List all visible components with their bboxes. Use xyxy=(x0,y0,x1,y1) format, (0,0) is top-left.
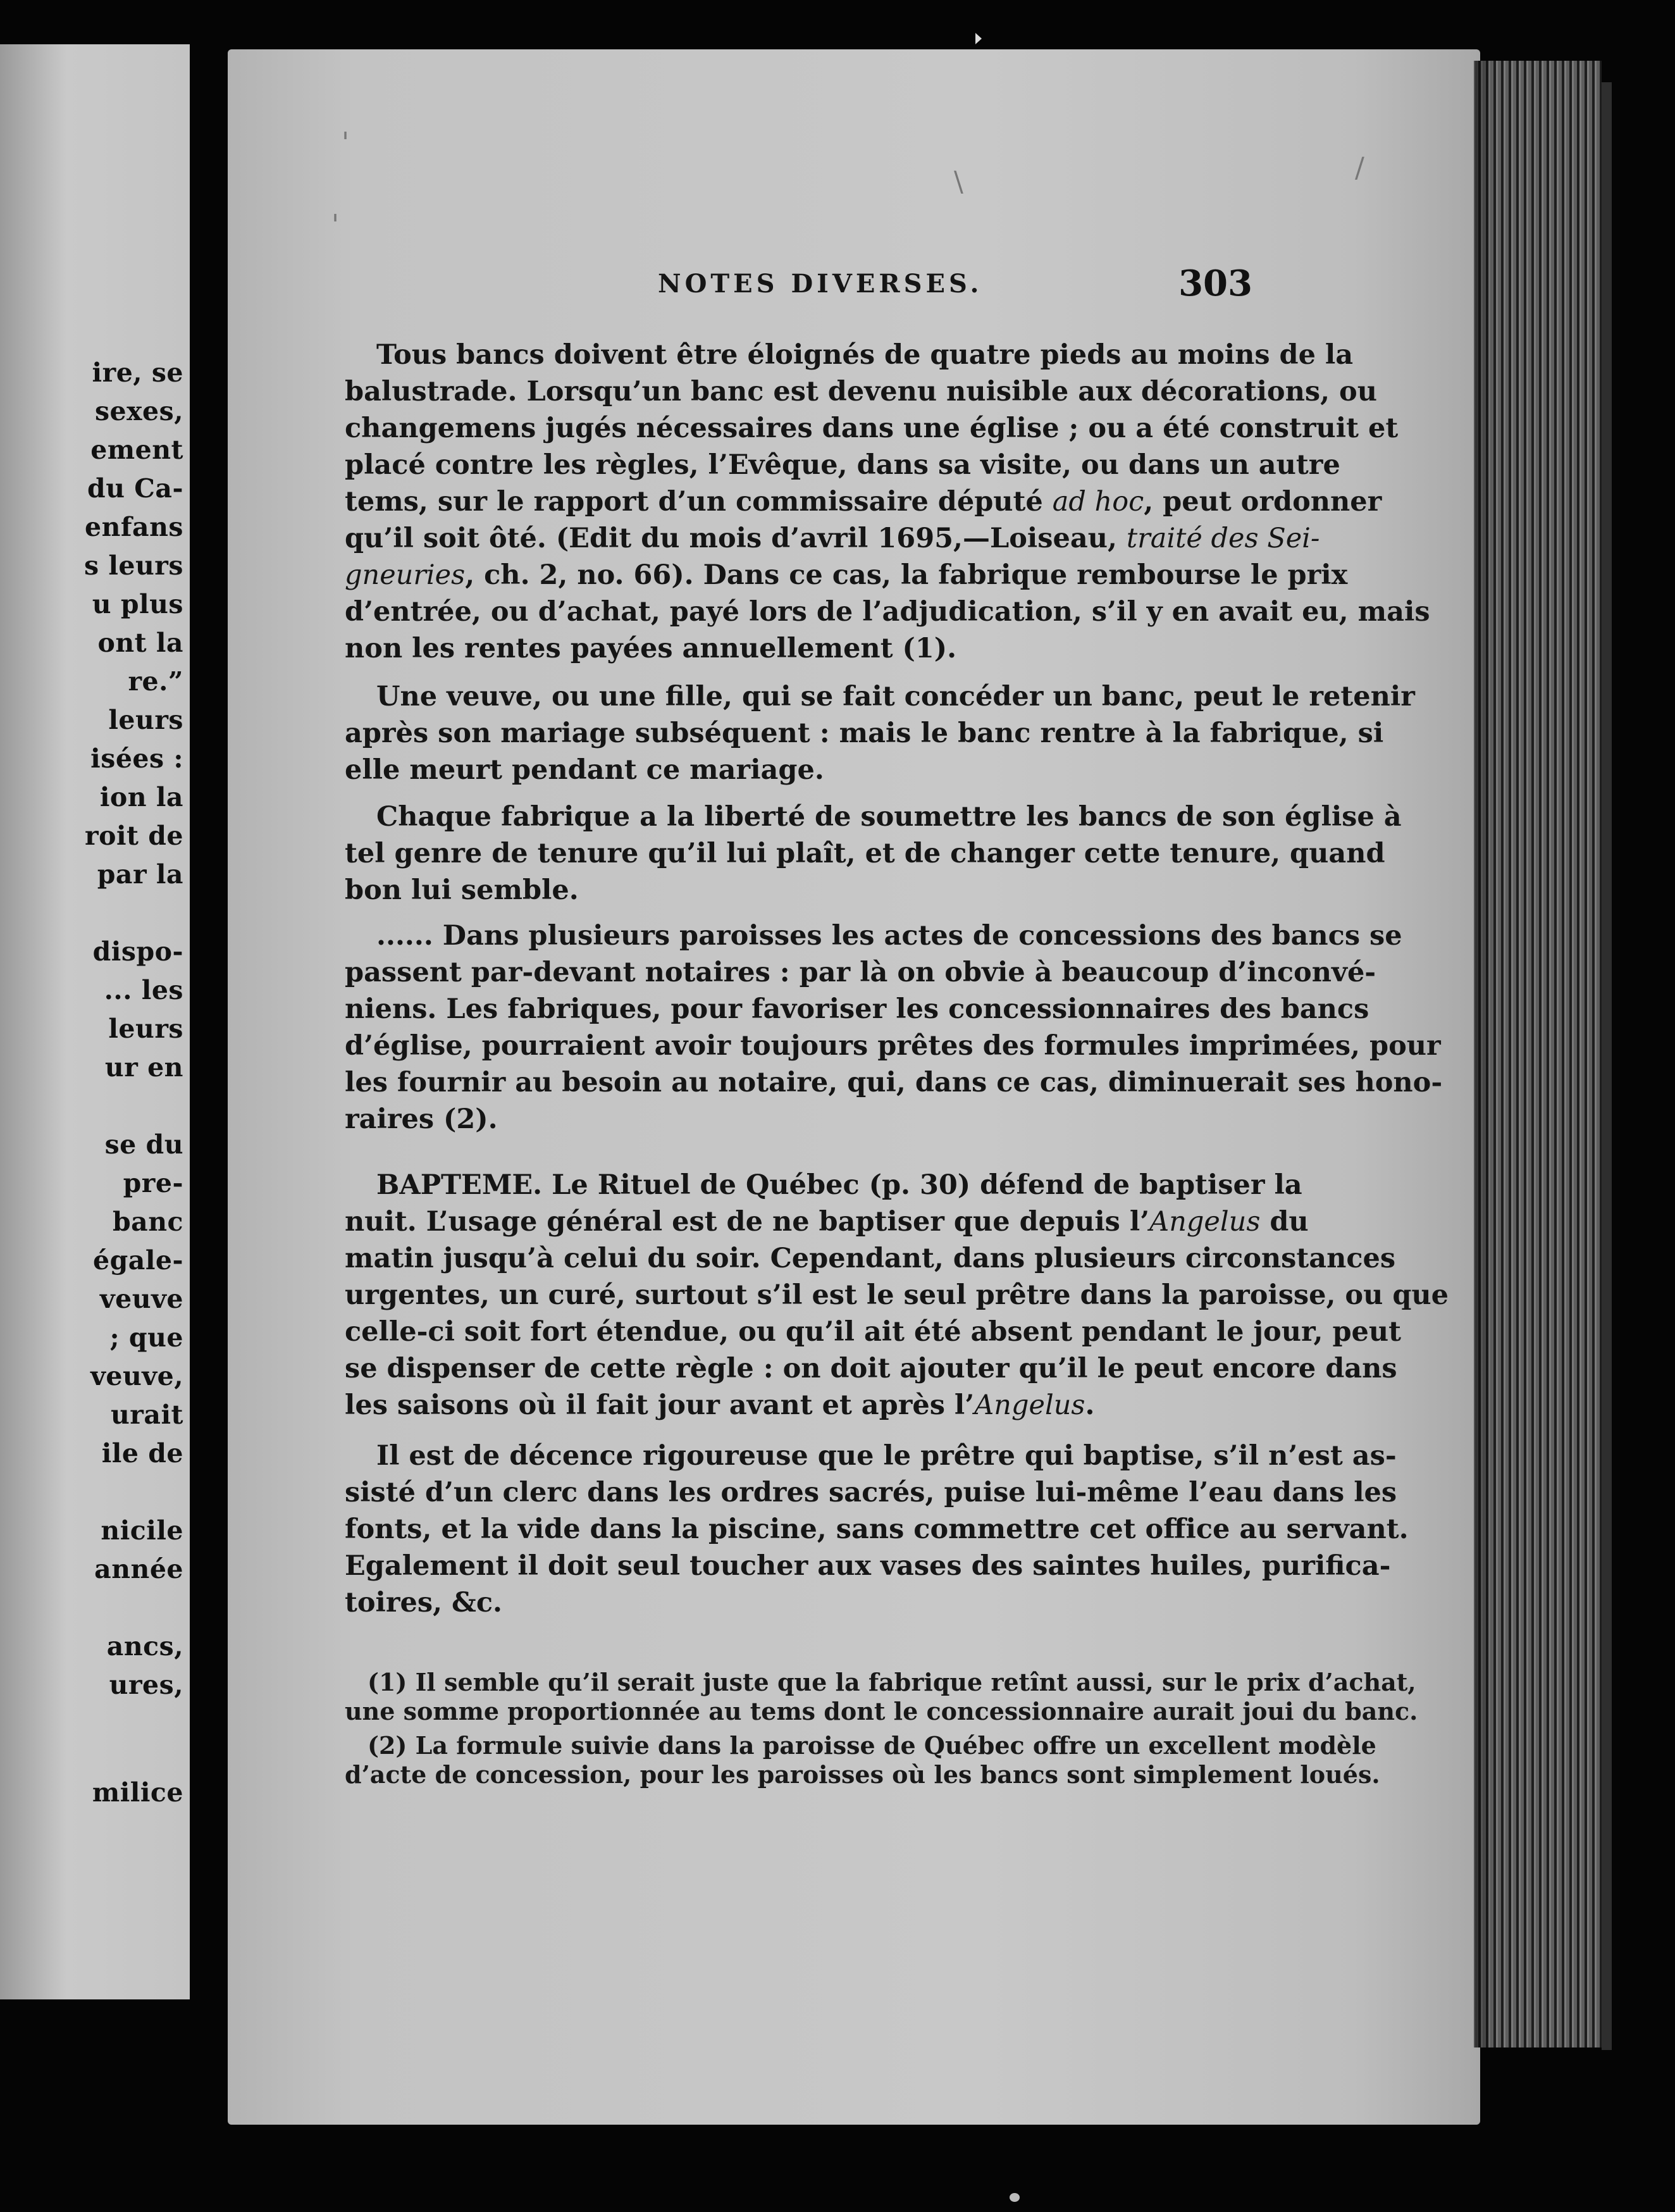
prev-page-line: ; que xyxy=(109,1322,183,1353)
scan-marker-bottom xyxy=(1010,2193,1020,2202)
body-line: Chaque fabrique a la liberté de soumettre les bancs de son église à xyxy=(376,801,1402,833)
prev-page-line: ire, se xyxy=(92,357,183,388)
italic-run: gneuries xyxy=(345,559,466,591)
body-line: ...... Dans plusieurs paroisses les actes de concessions des bancs se xyxy=(376,920,1402,952)
body-line: balustrade. Lorsqu’un banc est devenu nuisible aux décorations, ou xyxy=(345,376,1377,407)
prev-page-line: sexes, xyxy=(94,396,183,426)
body-line: sisté d’un clerc dans les ordres sacrés, puise lui-même l’eau dans les xyxy=(345,1477,1397,1508)
prev-page-line: ont la xyxy=(97,628,183,658)
running-header xyxy=(342,263,1252,313)
body-line: après son mariage subséquent : mais le banc rentre à la fabrique, si xyxy=(345,718,1384,749)
body-line: Une veuve, ou une fille, qui se fait concéder un banc, peut le retenir xyxy=(376,681,1415,712)
prev-page-line: veuve, xyxy=(90,1361,183,1391)
text-run: , ch. 2, no. 66). Dans ce cas, la fabrique rembourse le prix xyxy=(465,559,1348,591)
prev-page-line: milice xyxy=(92,1777,183,1808)
page-gutter-shadow xyxy=(1474,61,1493,2047)
body-line: placé contre les règles, l’Evêque, dans sa visite, ou dans un autre xyxy=(345,449,1340,481)
prev-page-line: nicile xyxy=(101,1515,183,1546)
scan-speck: ' xyxy=(331,209,340,241)
prev-page-line: enfans xyxy=(85,512,183,542)
footnote-line: (1) Il semble qu’il serait juste que la fabrique retînt aussi, sur le prix d’achat, xyxy=(368,1668,1416,1696)
text-run: . xyxy=(1085,1389,1095,1421)
prev-page-line: re.” xyxy=(128,666,183,697)
prev-page-line: ... les xyxy=(104,975,183,1005)
body-line: niens. Les fabriques, pour favoriser les concessionnaires des bancs xyxy=(345,993,1369,1025)
body-line: toires, &c. xyxy=(345,1587,503,1619)
body-line: fonts, et la vide dans la piscine, sans commettre cet office au servant. xyxy=(345,1513,1409,1545)
prev-page-line: banc xyxy=(112,1207,183,1237)
prev-page-line: ur en xyxy=(104,1052,183,1083)
prev-page-line: année xyxy=(94,1554,183,1584)
prev-page-line: leurs xyxy=(108,1014,183,1044)
prev-page-line: ures, xyxy=(109,1670,183,1700)
prev-page-line: s leurs xyxy=(83,550,183,581)
page-number: 303 xyxy=(1178,263,1252,304)
prev-page-line: ement xyxy=(90,435,183,465)
prev-page-line: leurs xyxy=(108,705,183,735)
prev-page-line: par la xyxy=(97,859,183,890)
prev-page-line: u plus xyxy=(92,589,183,619)
body-line: Tous bancs doivent être éloignés de quatre pieds au moins de la xyxy=(376,339,1354,371)
text-run: tems, sur le rapport d’un commissaire député xyxy=(345,486,1053,518)
body-line xyxy=(345,486,1382,518)
prev-page-line: roit de xyxy=(85,821,183,851)
scan-marker-top xyxy=(975,33,982,44)
body-line xyxy=(345,523,1320,554)
body-line: bon lui semble. xyxy=(345,874,579,906)
text-run: , peut ordonner xyxy=(1144,486,1382,518)
body-line: urgentes, un curé, surtout s’il est le seul prêtre dans la paroisse, ou que xyxy=(345,1279,1449,1311)
scan-speck: / xyxy=(1355,152,1364,184)
text-run: du xyxy=(1260,1206,1309,1238)
italic-run: traité des Sei- xyxy=(1126,523,1320,554)
prev-page-line: pre- xyxy=(123,1168,183,1198)
italic-run: ad hoc xyxy=(1052,486,1144,518)
scan-speck: \ xyxy=(954,166,963,198)
body-line xyxy=(345,1206,1309,1238)
prev-page-line: se du xyxy=(104,1129,183,1160)
body-line: d’entrée, ou d’achat, payé lors de l’adjudication, s’il y en avait eu, mais xyxy=(345,596,1430,628)
prev-page-line: urait xyxy=(111,1400,183,1430)
text-run: les saisons où il fait jour avant et après l’ xyxy=(345,1389,975,1421)
body-line: se dispenser de cette règle : on doit ajouter qu’il le peut encore dans xyxy=(345,1353,1397,1384)
prev-page-line: veuve xyxy=(99,1284,183,1314)
body-line xyxy=(345,559,1348,591)
body-line: elle meurt pendant ce mariage. xyxy=(345,754,824,786)
text-run: nuit. L’usage général est de ne baptiser que depuis l’ xyxy=(345,1206,1150,1238)
body-line xyxy=(345,1389,1256,1421)
prev-page-line: ancs, xyxy=(106,1631,183,1662)
footnote-line: une somme proportionnée au tems dont le concessionnaire aurait joui du banc. xyxy=(345,1697,1418,1725)
footnote-line: (2) La formule suivie dans la paroisse de Québec offre un excellent modèle xyxy=(368,1731,1376,1760)
page-stack-edge xyxy=(1475,61,1602,2047)
prev-page-line: du Ca- xyxy=(87,473,183,504)
running-title: NOTES DIVERSES. xyxy=(658,269,983,299)
prev-page-line: égale- xyxy=(93,1245,183,1276)
previous-page xyxy=(0,44,190,1999)
body-line: Il est de décence rigoureuse que le prêtre qui baptise, s’il n’est as- xyxy=(376,1440,1397,1472)
italic-run: Angelus xyxy=(974,1389,1085,1421)
body-line: Egalement il doit seul toucher aux vases des saintes huiles, purifica- xyxy=(345,1550,1391,1582)
body-line: les fournir au besoin au notaire, qui, dans ce cas, diminuerait ses hono- xyxy=(345,1067,1443,1098)
italic-run: Angelus xyxy=(1149,1206,1261,1238)
footnote-line: d’acte de concession, pour les paroisses où les bancs sont simplement loués. xyxy=(345,1760,1380,1789)
body-line: celle-ci soit fort étendue, ou qu’il ait été absent pendant le jour, peut xyxy=(345,1316,1402,1348)
body-line: tel genre de tenure qu’il lui plaît, et de changer cette tenure, quand xyxy=(345,838,1385,869)
prev-page-line: ion la xyxy=(99,782,183,812)
book-cover-edge xyxy=(1602,82,1612,2050)
body-line: BAPTEME. Le Rituel de Québec (p. 30) défend de baptiser la xyxy=(376,1169,1302,1201)
body-line: matin jusqu’à celui du soir. Cependant, dans plusieurs circonstances xyxy=(345,1243,1396,1274)
body-line: passent par-devant notaires : par là on obvie à beaucoup d’inconvé- xyxy=(345,957,1376,988)
prev-page-line: dispo- xyxy=(92,936,183,967)
body-line: changemens jugés nécessaires dans une église ; ou a été construit et xyxy=(345,413,1399,444)
text-run: qu’il soit ôté. (Edit du mois d’avril 1695,—Loiseau, xyxy=(345,523,1127,554)
scan-speck: ' xyxy=(342,127,350,159)
prev-page-line: ile de xyxy=(101,1438,183,1469)
body-line: raires (2). xyxy=(345,1103,498,1135)
body-line: non les rentes payées annuellement (1). xyxy=(345,633,957,664)
body-line: d’église, pourraient avoir toujours prêtes des formules imprimées, pour xyxy=(345,1030,1441,1062)
prev-page-line: isées : xyxy=(90,743,183,774)
